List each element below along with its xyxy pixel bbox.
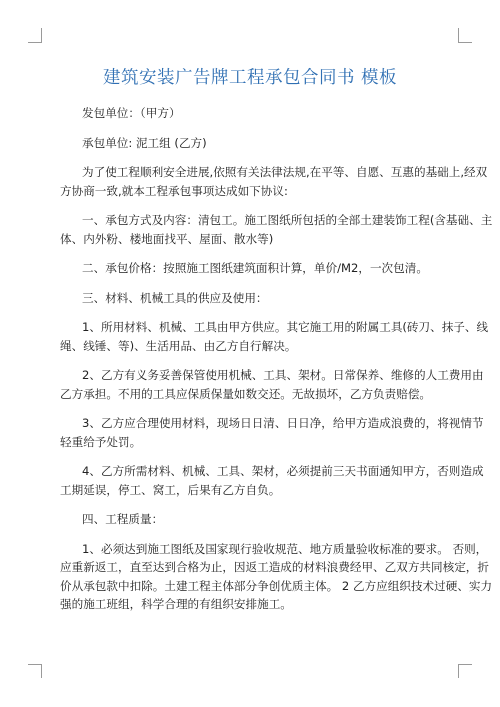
paragraph-preamble [60, 163, 488, 200]
paragraph-section-2 [60, 259, 450, 278]
paragraph-line: 价从承包款中扣除。土建工程主体部分争创优质主体。 2 乙方应组织技术过硬、实力 [60, 578, 493, 593]
paragraph-line: 为了使工程顺利安全进展,依照有关法律法规,在平等、自愿、互惠的基础上,经双 [82, 165, 488, 179]
paragraph-line: 轻重给予处罚。 [60, 434, 142, 449]
paragraph-line: 3、乙方应合理使用材料，现场日日清、日日净，给甲方造成浪费的，将视情节 [82, 416, 484, 430]
paragraph-section-3 [60, 289, 450, 308]
paragraph-line: 强的施工班组，科学合理的有组织安排施工。 [60, 597, 292, 611]
paragraph-item-4-1 [60, 540, 493, 614]
crop-mark-top-left-h [28, 42, 42, 43]
crop-mark-top-right-h [458, 42, 472, 43]
paragraph-line: 工期延误，停工、窝工，后果有乙方自负。 [60, 482, 281, 497]
paragraph-line: 三、材料、机械工具的供应及使用： [82, 290, 268, 305]
crop-mark-top-right-v [458, 28, 459, 42]
paragraph-line: 体、内外粉、楼地面找平、屋面、散水等) [60, 231, 274, 246]
paragraph-item-3-1 [60, 318, 489, 355]
document-body [60, 104, 493, 625]
crop-mark-bottom-left-v [41, 664, 42, 678]
paragraph-line: 1、所用材料、机械、工具由甲方供应。其它施工用的附属工具(砖刀、抹子、线 [82, 320, 489, 334]
paragraph-contractor [60, 134, 450, 153]
paragraph-line: 1、必须达到施工图纸及国家现行验收规范、地方质量验收标准的要求。 否则， [82, 541, 488, 556]
paragraph-section-4 [60, 510, 450, 529]
paragraph-employer [60, 104, 450, 123]
paragraph-line: 二、承包价格：按照施工图纸建筑面积计算，单价/M2，一次包清。 [82, 261, 428, 275]
paragraph-item-3-2 [60, 366, 484, 403]
document-title: 建筑安装广告牌工程承包合同书 模板 [102, 68, 398, 88]
paragraph-line: 发包单位：（甲方） [82, 106, 181, 120]
crop-mark-bottom-right-h [458, 664, 472, 665]
paragraph-line: 四、工程质量： [82, 512, 164, 526]
paragraph-line: 应重新返工，直至达到合格为止，因返工造成的材料浪费经甲、乙双方共同核定，折 [60, 560, 489, 574]
crop-mark-bottom-right-v [458, 664, 459, 678]
paragraph-line: 乙方承担。不用的工具应保质保量如数交还。无故损坏，乙方负责赔偿。 [60, 386, 432, 401]
paragraph-line: 一、承包方式及内容：清包工。施工图纸所包括的全部土建装饰工程(含基础、主 [82, 213, 493, 227]
paragraph-item-3-3 [60, 414, 484, 451]
paragraph-item-3-4 [60, 462, 484, 499]
crop-mark-top-left-v [41, 28, 42, 42]
crop-mark-bottom-left-h [28, 664, 42, 665]
paragraph-line: 绳、线锤、等)、生活用品、由乙方自行解决。 [60, 338, 297, 353]
paragraph-line: 承包单位: 泥工组 (乙方) [82, 135, 207, 150]
paragraph-line: 4、乙方所需材料、机械、工具、架材，必须提前三天书面通知甲方，否则造成 [82, 464, 484, 478]
paragraph-line: 方协商一致,就本工程承包事项达成如下协议: [60, 183, 288, 198]
paragraph-section-1 [60, 211, 493, 248]
paragraph-line: 2、乙方有义务妥善保管使用机械、工具、架材。日常保养、维修的人工费用由 [82, 368, 484, 382]
